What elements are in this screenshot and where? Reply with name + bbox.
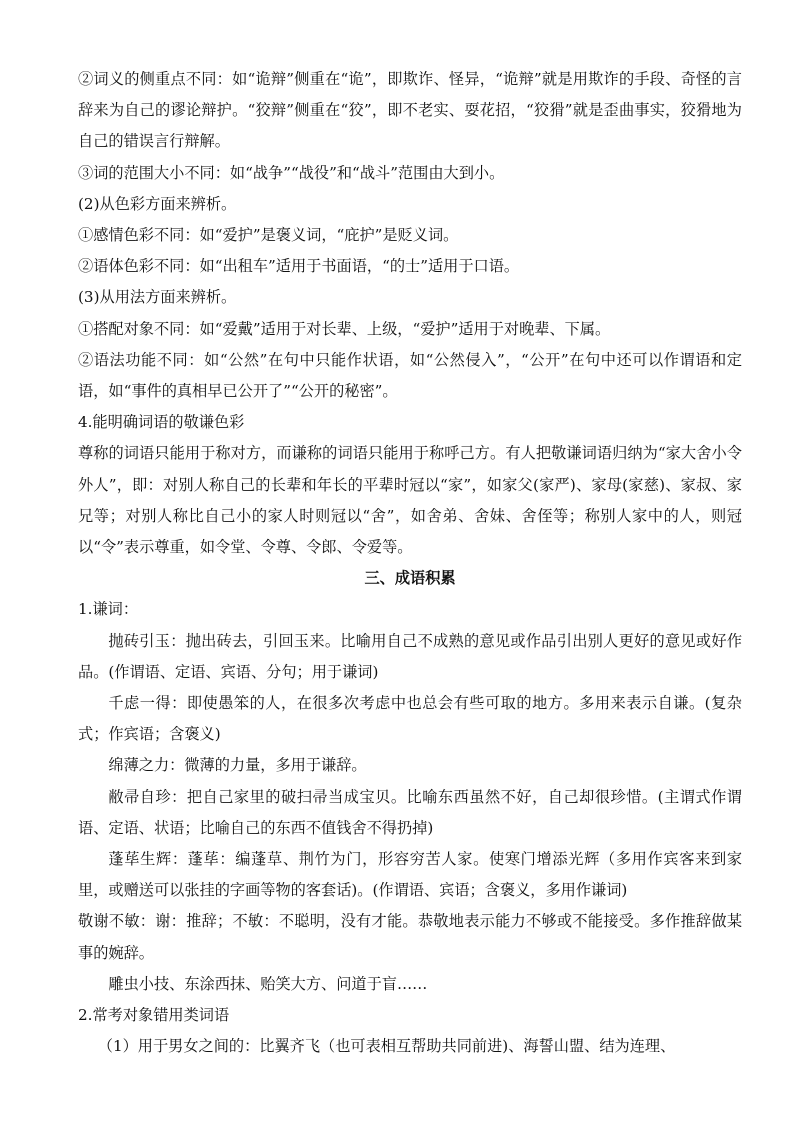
idiom-pengbishenghui: 蓬荜生辉：蓬荜：编蓬草、荆竹为门，形容穷苦人家。使寒门增添光辉（多用作宾客来到家里，或赠送可以张挂的字画等物的客套话)。(作谓语、宾语；含褒义，多用作谦词) [78, 850, 742, 900]
idiom-paozhuanyinyu: 抛砖引玉：抛出砖去，引回玉来。比喻用自己不成熟的意见或作品引出别人更好的意见或好作品。(作谓语、定语、宾语、分句；用于谦词) [78, 631, 742, 681]
idiom-mianbozhili: 绵薄之力：微薄的力量，多用于谦辞。 [108, 756, 367, 775]
paragraph-semantic-focus: ②词义的侧重点不同：如“诡辩”侧重在“诡”，即欺诈、怪异，“诡辩”就是用欺诈的手段、奇怪的言辞来为自己的谬论辩护。“狡辩”侧重在“狡”，即不老实、耍花招，“狡猾”就是歪曲事实，狡猾地为自己的错误言行辩解。 [78, 70, 742, 151]
paragraph-collocation: ①搭配对象不同：如“爱戴”适用于对长辈、上级，“爱护”适用于对晚辈、下属。 [78, 319, 611, 338]
idiom-jingxiebumin: 敬谢不敏：谢：推辞；不敏：不聪明，没有才能。恭敬地表示能力不够或不能接受。多作推辞做某事的婉辞。 [78, 912, 742, 962]
paragraph-honorific-heading: 4.能明确词语的敬谦色彩 [78, 413, 245, 432]
idiom-more-list: 雕虫小技、东涂西抹、贻笑大方、问道于盲…… [108, 974, 428, 993]
paragraph-honorific-body: 尊称的词语只能用于称对方，而谦称的词语只能用于称呼己方。有人把敬谦词语归纳为“家大舍小令外人”，即：对别人称自己的长辈和年长的平辈时冠以“家”，如家父(家严)、家母(家慈)、家叔、家兄等；对别人称比自己小的家人时则冠以“舍”，如舍弟、舍妹、舍侄等；称别人家中的人，则冠以“令”表示尊重，如令堂、令尊、令郎、令爱等。 [78, 444, 742, 557]
section-heading: 三、成语积累 [364, 569, 456, 588]
paragraph-emotion-color: ①感情色彩不同：如“爱护”是褒义词，“庇护”是贬义词。 [78, 226, 459, 245]
paragraph-style-color: ②语体色彩不同：如“出租车”适用于书面语，“的士”适用于口语。 [78, 257, 520, 276]
idiom-qianlvyide: 千虑一得：即使愚笨的人，在很多次考虑中也总会有些可取的地方。多用来表示自谦。(复杂式；作宾语；含褒义) [78, 694, 742, 744]
paragraph-grammar-function: ②语法功能不同：如“公然”在句中只能作状语，如“公然侵入”，“公开”在句中还可以作谓语和定语，如“事件的真相早已公开了”“公开的秘密”。 [78, 350, 742, 401]
document-page [78, 64, 742, 1063]
paragraph-usage-heading: (3)从用法方面来辨析。 [78, 288, 237, 307]
paragraph-scope: ③词的范围大小不同：如“战争”“战役”和“战斗”范围由大到小。 [78, 163, 505, 182]
idiom-bizhouzizhen: 敝帚自珍：把自己家里的破扫帚当成宝贝。比喻东西虽然不好，自己却很珍惜。(主谓式作谓语、定语、状语；比喻自己的东西不值钱舍不得扔掉) [78, 787, 742, 837]
paragraph-color-heading: (2)从色彩方面来辨析。 [78, 194, 237, 213]
subheading-misused-words: 2.常考对象错用类词语 [78, 1006, 230, 1025]
paragraph-men-women: （1）用于男女之间的：比翼齐飞（也可表相互帮助共同前进)、海誓山盟、结为连理、 [97, 1037, 676, 1056]
subheading-modest-words: 1.谦词： [78, 600, 139, 619]
